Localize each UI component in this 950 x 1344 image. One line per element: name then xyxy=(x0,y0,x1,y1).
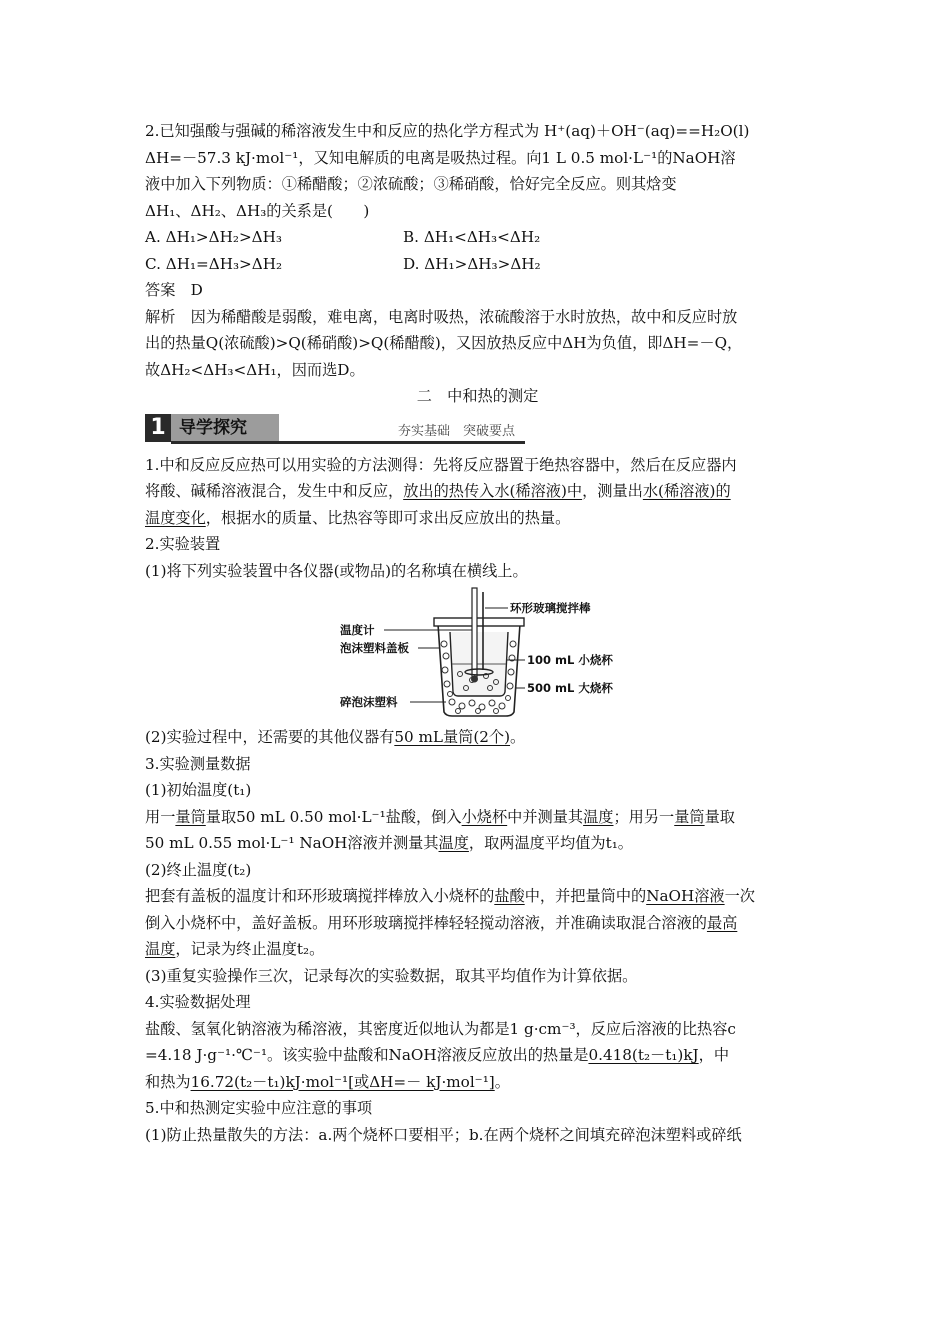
text: 将酸、碱稀溶液混合，发生中和反应， xyxy=(145,482,404,500)
q2-analysis-line: 解析 因为稀醋酸是弱酸，难电离，电离时吸热，浓硫酸溶于水时放热，故中和反应时放 xyxy=(145,307,738,326)
text: 50 mL 0.55 mol·L⁻¹ NaOH溶液并测量其 xyxy=(145,834,439,852)
q2-options-row xyxy=(145,224,810,251)
section-title: 二 中和热的测定 xyxy=(416,387,539,405)
s3-line xyxy=(145,910,810,937)
fill-blank: 小烧杯 xyxy=(461,807,508,826)
q2-stem-line: ΔH=－57.3 kJ·mol⁻¹，又知电解质的电离是吸热过程。向1 L 0.5 mol·L⁻¹的NaOH溶 xyxy=(145,148,736,167)
text: 中，并把量筒中的 xyxy=(524,887,647,905)
fill-blank: 盐酸 xyxy=(494,887,525,905)
text: 。 xyxy=(494,1072,510,1091)
label-foam-lid: 泡沫塑料盖板 xyxy=(340,641,409,655)
text: 用一 xyxy=(145,807,176,826)
section-2 xyxy=(145,531,810,751)
text: ，记录为终止温度t₂。 xyxy=(175,940,325,958)
text: =4.18 J·g⁻¹·℃⁻¹。该实验中盐酸和NaOH溶液反应放出的热量是 xyxy=(145,1046,589,1064)
q2-analysis-line: 出的热量Q(浓硫酸)>Q(稀硝酸)>Q(稀醋酸)，又因放热反应中ΔH为负值，即ΔH=－Q， xyxy=(145,334,743,352)
s5-line: (1)防止热量散失的方法：a.两个烧杯口要相平；b.在两个烧杯之间填充碎泡沫塑料或碎纸 xyxy=(145,1125,742,1144)
s4-title: 4.实验数据处理 xyxy=(145,993,251,1011)
fill-blank: 量筒 xyxy=(674,807,705,826)
text: ，根据水的质量、比热容等即可求出反应放出的热量。 xyxy=(205,508,571,527)
banner-label: 导学探究 xyxy=(171,414,279,442)
option-c: C. ΔH₁=ΔH₃>ΔH₂ xyxy=(145,254,283,273)
text: 量取50 mL 0.50 mol·L⁻¹盐酸，倒入 xyxy=(205,807,462,826)
section-5 xyxy=(145,1095,810,1148)
fill-blank: 温度 xyxy=(438,834,469,852)
text: 中并测量其 xyxy=(507,807,584,826)
text: ，测量出 xyxy=(582,482,643,500)
section-4 xyxy=(145,989,810,1095)
text: 和热为 xyxy=(145,1072,191,1091)
s1-line xyxy=(145,505,810,532)
section-banner xyxy=(145,414,810,446)
banner-number: 1 xyxy=(145,414,171,442)
s3-line xyxy=(145,830,810,857)
option-a: A. ΔH₁>ΔH₂>ΔH₃ xyxy=(145,228,282,246)
s3-t2-title: (2)终止温度(t₂) xyxy=(145,860,252,879)
s3-line xyxy=(145,936,810,963)
apparatus-figure xyxy=(145,584,810,724)
text: (2)实验过程中，还需要的其他仪器有 xyxy=(145,728,395,746)
foam-lid xyxy=(434,618,524,626)
text: ，取两温度平均值为t₁。 xyxy=(468,834,633,852)
text: ，中 xyxy=(698,1046,730,1064)
s3-t1-title: (1)初始温度(t₁) xyxy=(145,781,252,799)
s4-line xyxy=(145,1042,810,1069)
option-d: D. ΔH₁>ΔH₃>ΔH₂ xyxy=(403,254,541,273)
s3-line xyxy=(145,804,810,831)
s1-line xyxy=(145,478,810,505)
option-b: B. ΔH₁<ΔH₃<ΔH₂ xyxy=(403,228,541,246)
s3-line xyxy=(145,883,810,910)
fill-blank: 温度变化 xyxy=(145,508,206,527)
thermometer xyxy=(472,588,477,678)
banner-tag: 夯实基础 突破要点 xyxy=(398,423,516,439)
text: 量取 xyxy=(704,807,735,826)
text: 把套有盖板的温度计和环形玻璃搅拌棒放入小烧杯的 xyxy=(145,887,495,905)
section-3 xyxy=(145,751,810,990)
s2-sub1: (1)将下列实验装置中各仪器(或物品)的名称填在横线上。 xyxy=(145,561,528,580)
label-foam: 碎泡沫塑料 xyxy=(340,695,398,709)
text: ；用另一 xyxy=(613,807,675,826)
content xyxy=(145,118,810,1148)
fill-blank: 最高 xyxy=(706,913,738,932)
s4-line: 盐酸、氢氧化钠溶液为稀溶液，其密度近似地认为都是1 g·cm⁻³，反应后溶液的比热容c xyxy=(145,1019,736,1038)
q2-stem-line: 2.已知强酸与强碱的稀溶液发生中和反应的热化学方程式为 H⁺(aq)＋OH⁻(aq)==H₂O(l) xyxy=(145,122,750,140)
text: 。 xyxy=(510,728,526,746)
fill-blank: 温度 xyxy=(145,940,176,958)
s3-repeat: (3)重复实验操作三次，记录每次的实验数据，取其平均值作为计算依据。 xyxy=(145,966,638,985)
fill-blank: NaOH溶液 xyxy=(646,887,725,905)
s5-title: 5.中和热测定实验中应注意的事项 xyxy=(145,1099,373,1117)
q2-options-row xyxy=(145,251,810,278)
fill-blank: 放出的热传入水(稀溶液)中 xyxy=(403,482,583,500)
q2-answer: 答案 D xyxy=(145,281,203,299)
q2-stem-line: 液中加入下列物质：①稀醋酸；②浓硫酸；③稀硝酸，恰好完全反应。则其焓变 xyxy=(145,175,677,193)
label-small-beaker: 100 mL 小烧杯 xyxy=(527,653,613,667)
thermometer-bulb xyxy=(471,676,478,683)
s3-title: 3.实验测量数据 xyxy=(145,754,251,773)
fill-blank: 水(稀溶液)的 xyxy=(642,482,731,500)
section-1 xyxy=(145,452,810,532)
label-large-beaker: 500 mL 大烧杯 xyxy=(527,681,613,695)
s2-sub2 xyxy=(145,724,810,751)
fill-blank: 0.418(t₂－t₁)kJ xyxy=(588,1046,699,1064)
fill-blank: 量筒 xyxy=(175,807,206,826)
s1-line: 1.中和反应反应热可以用实验的方法测得：先将反应器置于绝热容器中，然后在反应器内 xyxy=(145,455,737,474)
label-thermometer: 温度计 xyxy=(340,623,375,637)
calorimeter-diagram xyxy=(340,584,630,724)
text: 一次 xyxy=(724,887,755,905)
q2-stem-line: ΔH₁、ΔH₂、ΔH₃的关系是( ) xyxy=(145,201,370,220)
s2-title: 2.实验装置 xyxy=(145,535,221,553)
s4-line xyxy=(145,1069,810,1096)
fill-blank: 50 mL量筒(2个) xyxy=(394,728,511,746)
fill-blank: 温度 xyxy=(583,807,614,826)
question-2 xyxy=(145,118,810,383)
q2-analysis-line: 故ΔH₂<ΔH₃<ΔH₁，因而选D。 xyxy=(145,360,365,379)
fill-blank: 16.72(t₂－t₁)kJ·mol⁻¹[或ΔH=－ kJ·mol⁻¹] xyxy=(190,1072,495,1091)
label-stirrer: 环形玻璃搅拌棒 xyxy=(510,601,591,615)
text: 倒入小烧杯中，盖好盖板。用环形玻璃搅拌棒轻轻搅动溶液，并准确读取混合溶液的 xyxy=(145,913,707,932)
